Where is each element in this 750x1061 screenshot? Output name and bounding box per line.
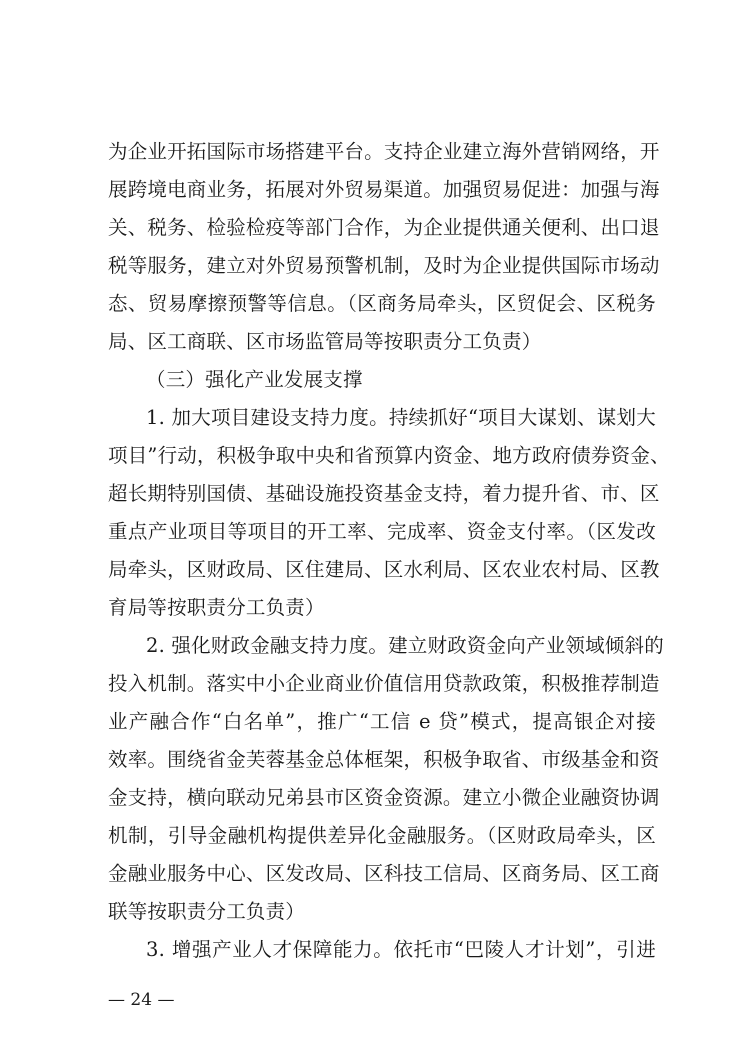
- body-line: 态、贸易摩擦预警等信息。（区商务局牵头，区贸促会、区税务: [108, 292, 656, 315]
- paragraph-first-line: 2. 强化财政金融支持力度。建立财政资金向产业领域倾斜的: [146, 634, 664, 657]
- body-line: 机制，引导金融机构提供差异化金融服务。（区财政局牵头，区: [108, 824, 656, 847]
- body-line: 项目”行动，积极争取中央和省预算内资金、地方政府债券资金、: [108, 444, 670, 467]
- paragraph-first-line: 1. 加大项目建设支持力度。持续抓好“项目大谋划、谋划大: [146, 406, 656, 429]
- body-line: 效率。围绕省金芙蓉基金总体框架，积极争取省、市级基金和资: [108, 748, 660, 771]
- body-line: 投入机制。落实中小企业商业价值信用贷款政策，积极推荐制造: [108, 672, 660, 695]
- body-line: 业产融合作“白名单”，推广“工信 e 贷”模式，提高银企对接: [108, 710, 656, 733]
- body-line: 育局等按职责分工负责）: [108, 596, 325, 619]
- body-line: 联等按职责分工负责）: [108, 900, 306, 923]
- body-line: 金支持，横向联动兄弟县市区资金资源。建立小微企业融资协调: [108, 786, 660, 809]
- body-line: 局牵头，区财政局、区住建局、区水利局、区农业农村局、区教: [108, 558, 660, 581]
- section-heading: （三）强化产业发展支撑: [146, 368, 363, 391]
- body-line: 展跨境电商业务，拓展对外贸易渠道。加强贸易促进：加强与海: [108, 178, 660, 201]
- body-line: 为企业开拓国际市场搭建平台。支持企业建立海外营销网络，开: [108, 140, 660, 163]
- body-line: 税等服务，建立对外贸易预警机制，及时为企业提供国际市场动: [108, 254, 660, 277]
- body-line: 超长期特别国债、基础设施投资基金支持，着力提升省、市、区: [108, 482, 660, 505]
- body-line: 重点产业项目等项目的开工率、完成率、资金支付率。（区发改: [108, 520, 656, 543]
- page-number: — 24 —: [108, 990, 175, 1010]
- body-line: 局、区工商联、区市场监管局等按职责分工负责）: [108, 330, 542, 353]
- body-line: 金融业服务中心、区发改局、区科技工信局、区商务局、区工商: [108, 862, 660, 885]
- paragraph-first-line: 3. 增强产业人才保障能力。依托市“巴陵人才计划”，引进: [146, 938, 656, 961]
- body-line: 关、税务、检验检疫等部门合作，为企业提供通关便利、出口退: [108, 216, 660, 239]
